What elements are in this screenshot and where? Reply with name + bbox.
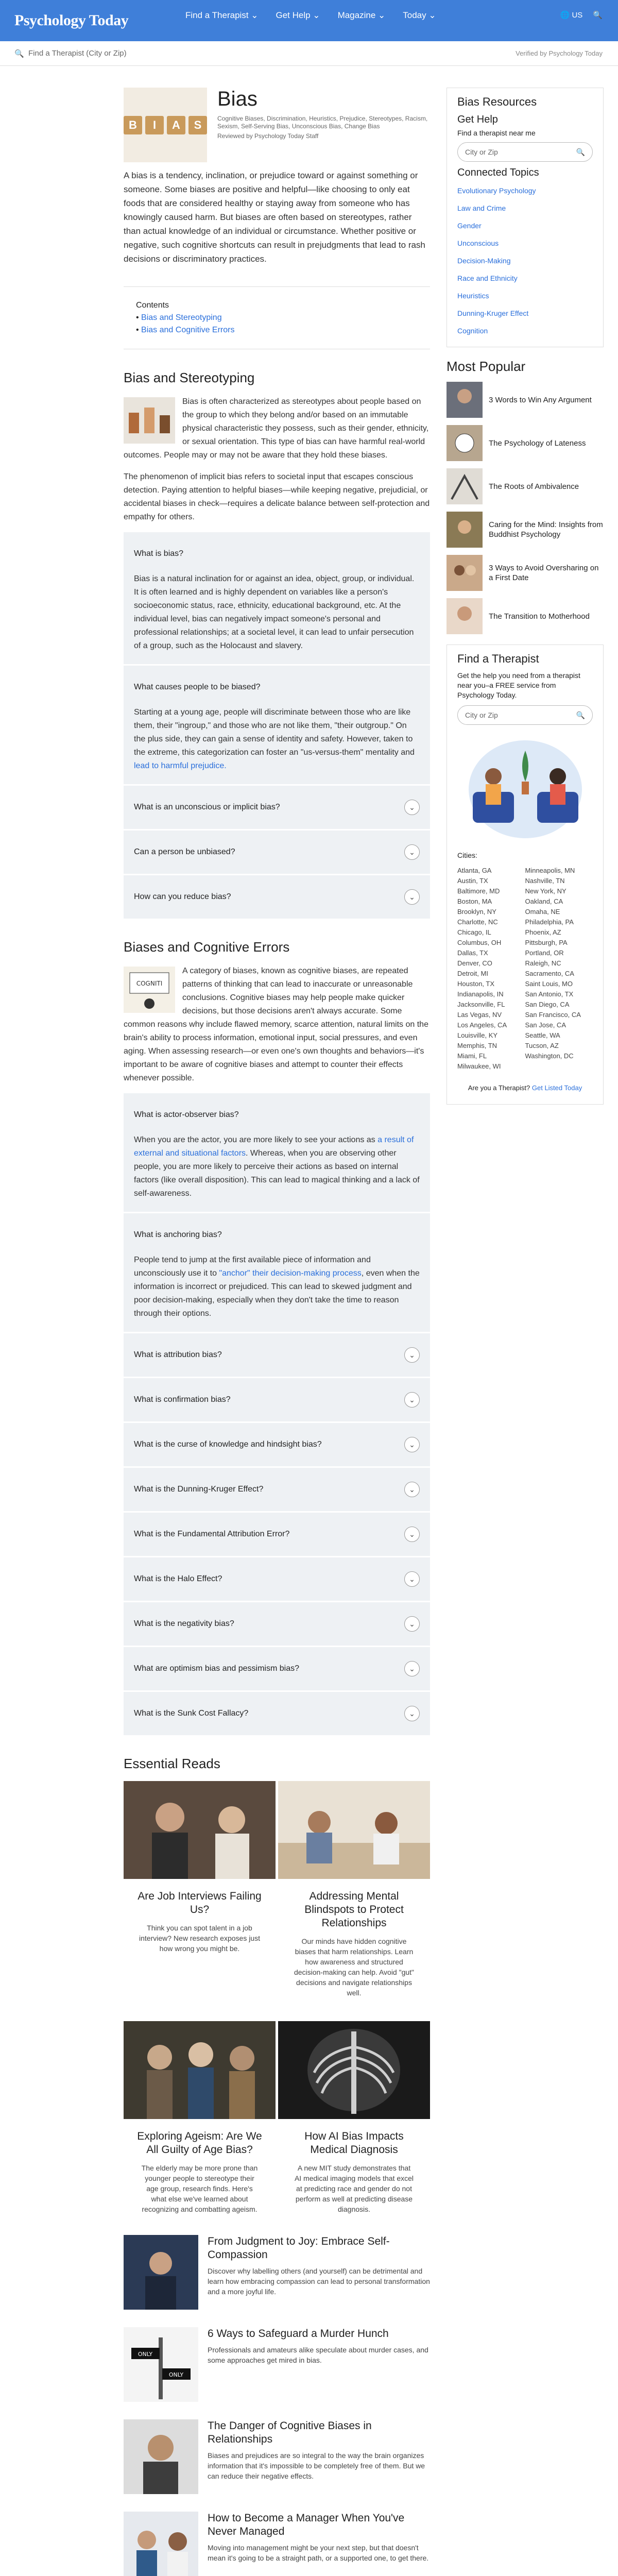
city-link[interactable]: Seattle, WA [525, 1031, 560, 1039]
city-link[interactable]: Nashville, TN [525, 877, 565, 885]
stereotyping-paragraph-2: The phenomenon of implicit bias refers to societal input that escapes conscious detection. Paying attention to helpful biases—while keeping negative, prejudicial, or accidental biases in check—requires a delicate balance between self-protection and empathy for others. [124, 472, 430, 521]
essential-read-card[interactable] [124, 2021, 276, 2235]
article-thumbnail [447, 468, 483, 504]
get-help-title: Get Help [457, 114, 498, 125]
card-title: Exploring Ageism: Are We All Guilty of Age Bias? [137, 2130, 262, 2156]
cognitive-errors-paragraph: A category of biases, known as cognitive biases, are repeated patterns of thinking that can lead to inaccurate or unreasonable conclusions. Cognitive biases may help people make quicker decisions, but those decisions aren't always accurate. Some common reasons why include flawed memory, scarce attention, natural limits on the brain's ability to process information, emotional input, social pressures, and even aging. When assessing research—or even one's own thoughts and behaviors—it's important to be aware of cognitive biases and attempt to counter their effects whenever possible. [124, 967, 428, 1082]
svg-text:ONLY: ONLY [138, 2351, 153, 2358]
chevron-down-icon[interactable]: ⌄ [404, 1527, 420, 1542]
faq-list-cognitive [124, 1093, 430, 1735]
city-link[interactable]: Raleigh, NC [525, 959, 561, 967]
topic-link[interactable]: Heuristics [457, 292, 489, 300]
city-link[interactable]: Detroit, MI [457, 970, 488, 977]
city-link[interactable]: Omaha, NE [525, 908, 560, 916]
city-link[interactable]: Portland, OR [525, 949, 564, 957]
faq-question: What is the negativity bias? [134, 1619, 234, 1628]
article-thumbnail [447, 425, 483, 461]
thinking-man-image [124, 2419, 198, 2494]
article-thumbnail [447, 512, 483, 548]
list-item[interactable] [447, 598, 604, 634]
faq-question: What is confirmation bias? [134, 1395, 231, 1404]
chevron-down-icon[interactable]: ⌄ [404, 1347, 420, 1363]
chevron-down-icon[interactable]: ⌄ [404, 1437, 420, 1452]
one-way-signs-image [124, 2327, 198, 2402]
city-link[interactable]: New York, NY [525, 887, 566, 895]
faq-question: What is attribution bias? [134, 1350, 222, 1359]
chevron-down-icon[interactable]: ⌄ [404, 1571, 420, 1587]
faq-item[interactable] [124, 1333, 430, 1377]
city-link[interactable]: Washington, DC [525, 1052, 574, 1060]
list-item[interactable] [447, 512, 604, 548]
list-item[interactable] [447, 382, 604, 418]
find-therapist-text: Get the help you need from a therapist near you–a FREE service from Psychology Today. [457, 671, 580, 699]
chevron-down-icon[interactable]: ⌄ [404, 1392, 420, 1408]
popular-title: 3 Words to Win Any Argument [489, 395, 592, 404]
city-link[interactable]: Los Angeles, CA [457, 1021, 507, 1029]
faq-item[interactable] [124, 532, 430, 664]
city-link[interactable]: San Diego, CA [525, 1001, 570, 1008]
situational-factors-link[interactable]: a result of external and situational factors [134, 1136, 414, 1158]
faq-answer-text: Starting at a young age, people will discriminate between those who are like them, their "ingroup," and those who are not like them, "their outgroup." On the plus side, they can gain a sense of identity and safety. However, taken to the extreme, this categorization can foster an "us-versus-them" mentality and [134, 708, 415, 757]
manager-meeting-image [124, 2512, 198, 2576]
list-item-text: Moving into management might be your next step, but that doesn't mean it's going to be a straight path, or a supported one, to get there. [208, 2544, 429, 2562]
find-therapist-title: Find a Therapist [457, 652, 539, 665]
faq-answer-text: , even when the information is incorrect or prejudiced. This can lead to skewed judgment and poor decision-making, especially when they don't take the time to reason through their options. [134, 1269, 420, 1318]
article-thumbnail [447, 598, 483, 634]
find-therapist-box [447, 645, 604, 1105]
article-thumbnail [447, 382, 483, 418]
chevron-down-icon[interactable]: ⌄ [404, 1706, 420, 1721]
cities-label: Cities: [457, 851, 477, 859]
therapy-session-image [278, 1781, 430, 1879]
search-icon[interactable]: 🔍 [593, 11, 603, 20]
sidebar [447, 88, 604, 1116]
table-of-contents: Contents • Bias and Stereotyping • Bias and Cognitive Errors [124, 286, 430, 349]
nav-find-therapist[interactable]: Find a Therapist ⌄ [185, 10, 259, 20]
city-link[interactable]: Louisville, KY [457, 1031, 498, 1039]
list-item[interactable] [447, 555, 604, 591]
essential-reads-grid [124, 1781, 430, 2235]
card-text: Our minds have hidden cognitive biases that harm relationships. Learn how awareness and structured decision-making can help. Avoid "gut" decisions and navigate relationships well. [294, 1937, 415, 1997]
city-link[interactable]: Austin, TX [457, 877, 488, 885]
faq-item[interactable] [124, 1513, 430, 1556]
card-text: A new MIT study demonstrates that AI medical imaging models that excel at predicting race and gender do not perform as well at predicting disease diagnosis. [294, 2164, 414, 2213]
chevron-down-icon[interactable]: ⌄ [404, 844, 420, 860]
therapy-illustration [457, 730, 594, 843]
city-link[interactable]: Miami, FL [457, 1052, 487, 1060]
list-item-title: From Judgment to Joy: Embrace Self-Compassion [208, 2235, 390, 2261]
therapist-cta [457, 1084, 593, 1092]
nav-get-help[interactable]: Get Help ⌄ [276, 10, 320, 20]
topic-tags[interactable]: Cognitive Biases, Discrimination, Heuristics, Prejudice, Stereotypes, Racism, Sexism, Self-Serving Bias, Unconscious Bias, Change Bias [217, 115, 428, 130]
section-title-cognitive-errors: Biases and Cognitive Errors [124, 939, 290, 955]
faq-item[interactable] [124, 1602, 430, 1646]
chevron-down-icon[interactable]: ⌄ [404, 800, 420, 815]
anchor-decision-link[interactable]: "anchor" their decision-making process [219, 1269, 362, 1278]
svg-text:COGNITI: COGNITI [136, 980, 163, 987]
contents-title: Contents [136, 301, 169, 310]
list-item[interactable] [447, 425, 604, 461]
toc-link-cognitive-errors[interactable]: Bias and Cognitive Errors [141, 326, 235, 334]
faq-question: What is the Dunning-Kruger Effect? [134, 1485, 264, 1494]
city-link[interactable]: San Antonio, TX [525, 990, 574, 998]
card-title: How AI Bias Impacts Medical Diagnosis [304, 2130, 404, 2156]
connected-topics-title: Connected Topics [457, 167, 539, 178]
toc-link-stereotyping[interactable]: Bias and Stereotyping [141, 313, 222, 322]
faq-answer [134, 1133, 420, 1200]
faq-question: What is bias? [134, 549, 184, 558]
article-lead: A bias is a tendency, inclination, or prejudice toward or against something or someone. Some biases are positive and helpful—like choosing to only eat foods that are considered healthy or staying away from someone who has knowingly caused harm. But biases are often based on stereotypes, rather than actual knowledge of an individual or circumstance. Whether positive or negative, such cognitive shortcuts can result in prejudgments that lead to rash decisions or discriminatory practices. [124, 171, 425, 264]
get-listed-link[interactable]: Get Listed Today [531, 1084, 582, 1092]
city-link[interactable]: San Francisco, CA [525, 1011, 581, 1019]
topic-link[interactable]: Law and Crime [457, 204, 506, 212]
self-compassion-image [124, 2235, 198, 2310]
essential-reads-title: Essential Reads [124, 1756, 220, 1771]
city-link[interactable]: Memphis, TN [457, 1042, 497, 1049]
faq-answer [134, 706, 420, 773]
faq-question: What is an unconscious or implicit bias? [134, 803, 280, 811]
therapist-search-input[interactable]: Find a Therapist (City or Zip) [28, 49, 127, 58]
city-link[interactable]: Oakland, CA [525, 897, 563, 905]
faq-question: What is the curse of knowledge and hindsight bias? [134, 1440, 322, 1449]
city-link[interactable]: Phoenix, AZ [525, 928, 561, 936]
list-item[interactable] [124, 2327, 430, 2402]
faq-item[interactable] [124, 1557, 430, 1601]
region-selector[interactable]: 🌐 US [560, 11, 583, 20]
city-link[interactable]: Jacksonville, FL [457, 1001, 505, 1008]
city-link[interactable]: Denver, CO [457, 959, 492, 967]
topic-link[interactable]: Cognition [457, 327, 488, 335]
page-title: Bias [217, 88, 258, 110]
list-item-title: The Danger of Cognitive Biases in Relationships [208, 2420, 372, 2445]
faq-answer-text: People tend to jump at the first available piece of information and unconsciously use it to [134, 1256, 371, 1278]
city-link[interactable]: Houston, TX [457, 980, 495, 988]
faq-item[interactable] [124, 1213, 430, 1332]
bias-resources-box [447, 88, 604, 347]
faq-item[interactable] [124, 786, 430, 829]
search-icon[interactable]: 🔍 [576, 147, 585, 156]
svg-text:ONLY: ONLY [168, 2371, 184, 2378]
list-item[interactable] [124, 2235, 430, 2310]
xray-image [278, 2021, 430, 2119]
topic-link[interactable]: Unconscious [457, 239, 499, 247]
faq-item[interactable] [124, 1423, 430, 1466]
city-link[interactable]: Dallas, TX [457, 949, 488, 957]
essential-read-card[interactable] [124, 1781, 276, 2019]
region-label: US [572, 11, 583, 20]
city-link[interactable]: Baltimore, MD [457, 887, 500, 895]
ageism-image [124, 2021, 276, 2119]
city-link[interactable]: San Jose, CA [525, 1021, 566, 1029]
popular-title: The Psychology of Lateness [489, 438, 586, 448]
city-link[interactable]: Minneapolis, MN [525, 867, 575, 874]
card-title: Are Job Interviews Failing Us? [138, 1890, 262, 1916]
top-navigation-bar [0, 0, 618, 41]
faq-item[interactable] [124, 1647, 430, 1690]
popular-title: The Roots of Ambivalence [489, 482, 579, 491]
popular-title: Caring for the Mind: Insights from Buddhist Psychology [489, 520, 603, 539]
search-icon: 🔍 [14, 49, 29, 58]
card-title: Addressing Mental Blindspots to Protect Relationships [304, 1890, 404, 1929]
resources-title: Bias Resources [457, 95, 537, 108]
city-link[interactable]: Milwaukee, WI [457, 1062, 501, 1070]
faq-item[interactable] [124, 1468, 430, 1511]
faq-item[interactable] [124, 1692, 430, 1735]
list-item[interactable] [124, 2512, 430, 2576]
faq-answer-text: When you are the actor, you are more likely to see your actions as [134, 1136, 378, 1144]
city-link[interactable]: Columbus, OH [457, 939, 502, 946]
chevron-down-icon[interactable]: ⌄ [404, 1661, 420, 1676]
article-thumbnail [447, 555, 483, 591]
bias-blocks-image: B I A S [124, 88, 207, 162]
city-link[interactable]: Boston, MA [457, 897, 492, 905]
therapist-search-bar [0, 41, 618, 66]
city-link[interactable]: Indianapolis, IN [457, 990, 504, 998]
faq-answer: Bias is a natural inclination for or against an idea, object, group, or individual. It is often learned and is highly dependent on variables like a person's socioeconomic status, race, ethnicity, educational background, etc. At the individual level, bias can negatively impact someone's personal and professional relationships; at a societal level, it can lead to unfair persecution of a group, such as the Holocaust and slavery. [134, 574, 415, 650]
faq-item[interactable] [124, 666, 430, 784]
chevron-down-icon[interactable]: ⌄ [404, 1482, 420, 1497]
city-link[interactable]: Las Vegas, NV [457, 1011, 502, 1019]
cognitive-error-image [124, 967, 175, 1013]
main-nav [185, 10, 436, 21]
city-link[interactable]: Pittsburgh, PA [525, 939, 568, 946]
header-tools [560, 10, 603, 20]
site-logo[interactable]: Psychology Today [14, 12, 129, 29]
list-item-text: Professionals and amateurs alike speculate about murder cases, and some approaches get mired in bias. [208, 2346, 428, 2364]
faq-question: What are optimism bias and pessimism bias? [134, 1664, 300, 1673]
zip-placeholder: City or Zip [465, 711, 498, 719]
list-item-text: Discover why labelling others (and yourself) can be detrimental and learn how embracing compassion can lead to personal transformation and a more joyful life. [208, 2267, 430, 2296]
search-icon[interactable]: 🔍 [576, 710, 585, 719]
list-item[interactable] [447, 468, 604, 504]
city-link[interactable]: Sacramento, CA [525, 970, 574, 977]
reviewed-by: Reviewed by Psychology Today Staff [217, 132, 319, 140]
therapist-question: Are you a Therapist? [468, 1084, 530, 1092]
zip-input[interactable] [457, 142, 593, 162]
city-link[interactable]: Atlanta, GA [457, 867, 492, 874]
city-link[interactable] [525, 1061, 593, 1072]
stereotyping-image [124, 397, 175, 444]
topic-link[interactable]: Evolutionary Psychology [457, 187, 536, 195]
faq-item[interactable] [124, 875, 430, 919]
find-near-label: Find a therapist near me [457, 129, 536, 137]
essential-read-card[interactable] [278, 1781, 430, 2019]
city-link[interactable]: Tucson, AZ [525, 1042, 559, 1049]
card-text: The elderly may be more prone than younger people to stereotype their age group, research finds. Here's what else we've learned about recognizing and combatting ageism. [141, 2164, 258, 2213]
faq-question: What is anchoring bias? [134, 1230, 222, 1239]
section-title-stereotyping: Bias and Stereotyping [124, 370, 255, 385]
therapist-zip-input[interactable] [457, 705, 593, 725]
list-item-text: Biases and prejudices are so integral to the way the brain organizes information that it's impossible to be completely free of them. But we can reduce their negative effects. [208, 2451, 425, 2480]
faq-item[interactable] [124, 1378, 430, 1421]
harmful-prejudice-link[interactable]: lead to harmful prejudice. [134, 761, 227, 770]
city-link[interactable]: Brooklyn, NY [457, 908, 496, 916]
faq-question: How can you reduce bias? [134, 892, 231, 901]
topic-link[interactable]: Gender [457, 222, 482, 230]
most-popular-list [447, 382, 604, 634]
list-item-title: 6 Ways to Safeguard a Murder Hunch [208, 2328, 389, 2340]
most-popular-title: Most Popular [447, 359, 526, 374]
nav-today[interactable]: Today ⌄ [403, 10, 436, 20]
more-reads-list [124, 2235, 430, 2576]
faq-answer [134, 1253, 420, 1320]
faq-answer-text: . Whereas, when you are observing other people, you are more likely to perceive their actions as based on internal factors (like overall disposition). This can lead to magical thinking and a lack of self-awareness. [134, 1149, 420, 1198]
nav-magazine[interactable]: Magazine ⌄ [337, 10, 386, 20]
article-main [124, 88, 430, 2576]
faq-question: What is actor-observer bias? [134, 1110, 239, 1119]
cities-list [457, 866, 593, 1072]
card-text: Think you can spot talent in a job interview? New research exposes just how wrong you might be. [139, 1924, 260, 1953]
city-link[interactable]: Saint Louis, MO [525, 980, 573, 988]
popular-title: 3 Ways to Avoid Oversharing on a First Date [489, 564, 599, 582]
topic-link[interactable]: Dunning-Kruger Effect [457, 309, 529, 317]
faq-item[interactable] [124, 831, 430, 874]
verified-badge: Verified by Psychology Today [516, 49, 603, 57]
city-link[interactable]: Philadelphia, PA [525, 918, 574, 926]
city-link[interactable]: Charlotte, NC [457, 918, 498, 926]
faq-question: What is the Fundamental Attribution Error? [134, 1530, 290, 1538]
article-header [124, 88, 430, 162]
faq-list-stereotyping [124, 532, 430, 919]
list-item-title: How to Become a Manager When You've Never Managed [208, 2512, 405, 2537]
topic-link[interactable]: Race and Ethnicity [457, 274, 518, 282]
faq-question: What is the Sunk Cost Fallacy? [134, 1709, 249, 1718]
stereotyping-paragraph-1: Bias is often characterized as stereotypes about people based on the group to which they belong and/or based on an immutable physical characteristic they possess, such as their gender, ethnicity, or sexual orientation. This type of bias can have harmful real-world outcomes. People may or may not be aware that they hold these biases. [124, 397, 429, 460]
popular-title: The Transition to Motherhood [489, 612, 590, 621]
list-item[interactable] [124, 2419, 430, 2494]
chevron-down-icon[interactable]: ⌄ [404, 889, 420, 905]
chevron-down-icon[interactable]: ⌄ [404, 1616, 420, 1632]
topic-link[interactable]: Decision-Making [457, 257, 511, 265]
zip-placeholder: City or Zip [465, 148, 498, 156]
faq-item[interactable] [124, 1093, 430, 1212]
essential-read-card[interactable] [278, 2021, 430, 2235]
faq-question: Can a person be unbiased? [134, 848, 235, 856]
faq-question: What is the Halo Effect? [134, 1574, 222, 1583]
faq-question: What causes people to be biased? [134, 683, 261, 691]
city-link[interactable]: Chicago, IL [457, 928, 491, 936]
interview-image [124, 1781, 276, 1879]
